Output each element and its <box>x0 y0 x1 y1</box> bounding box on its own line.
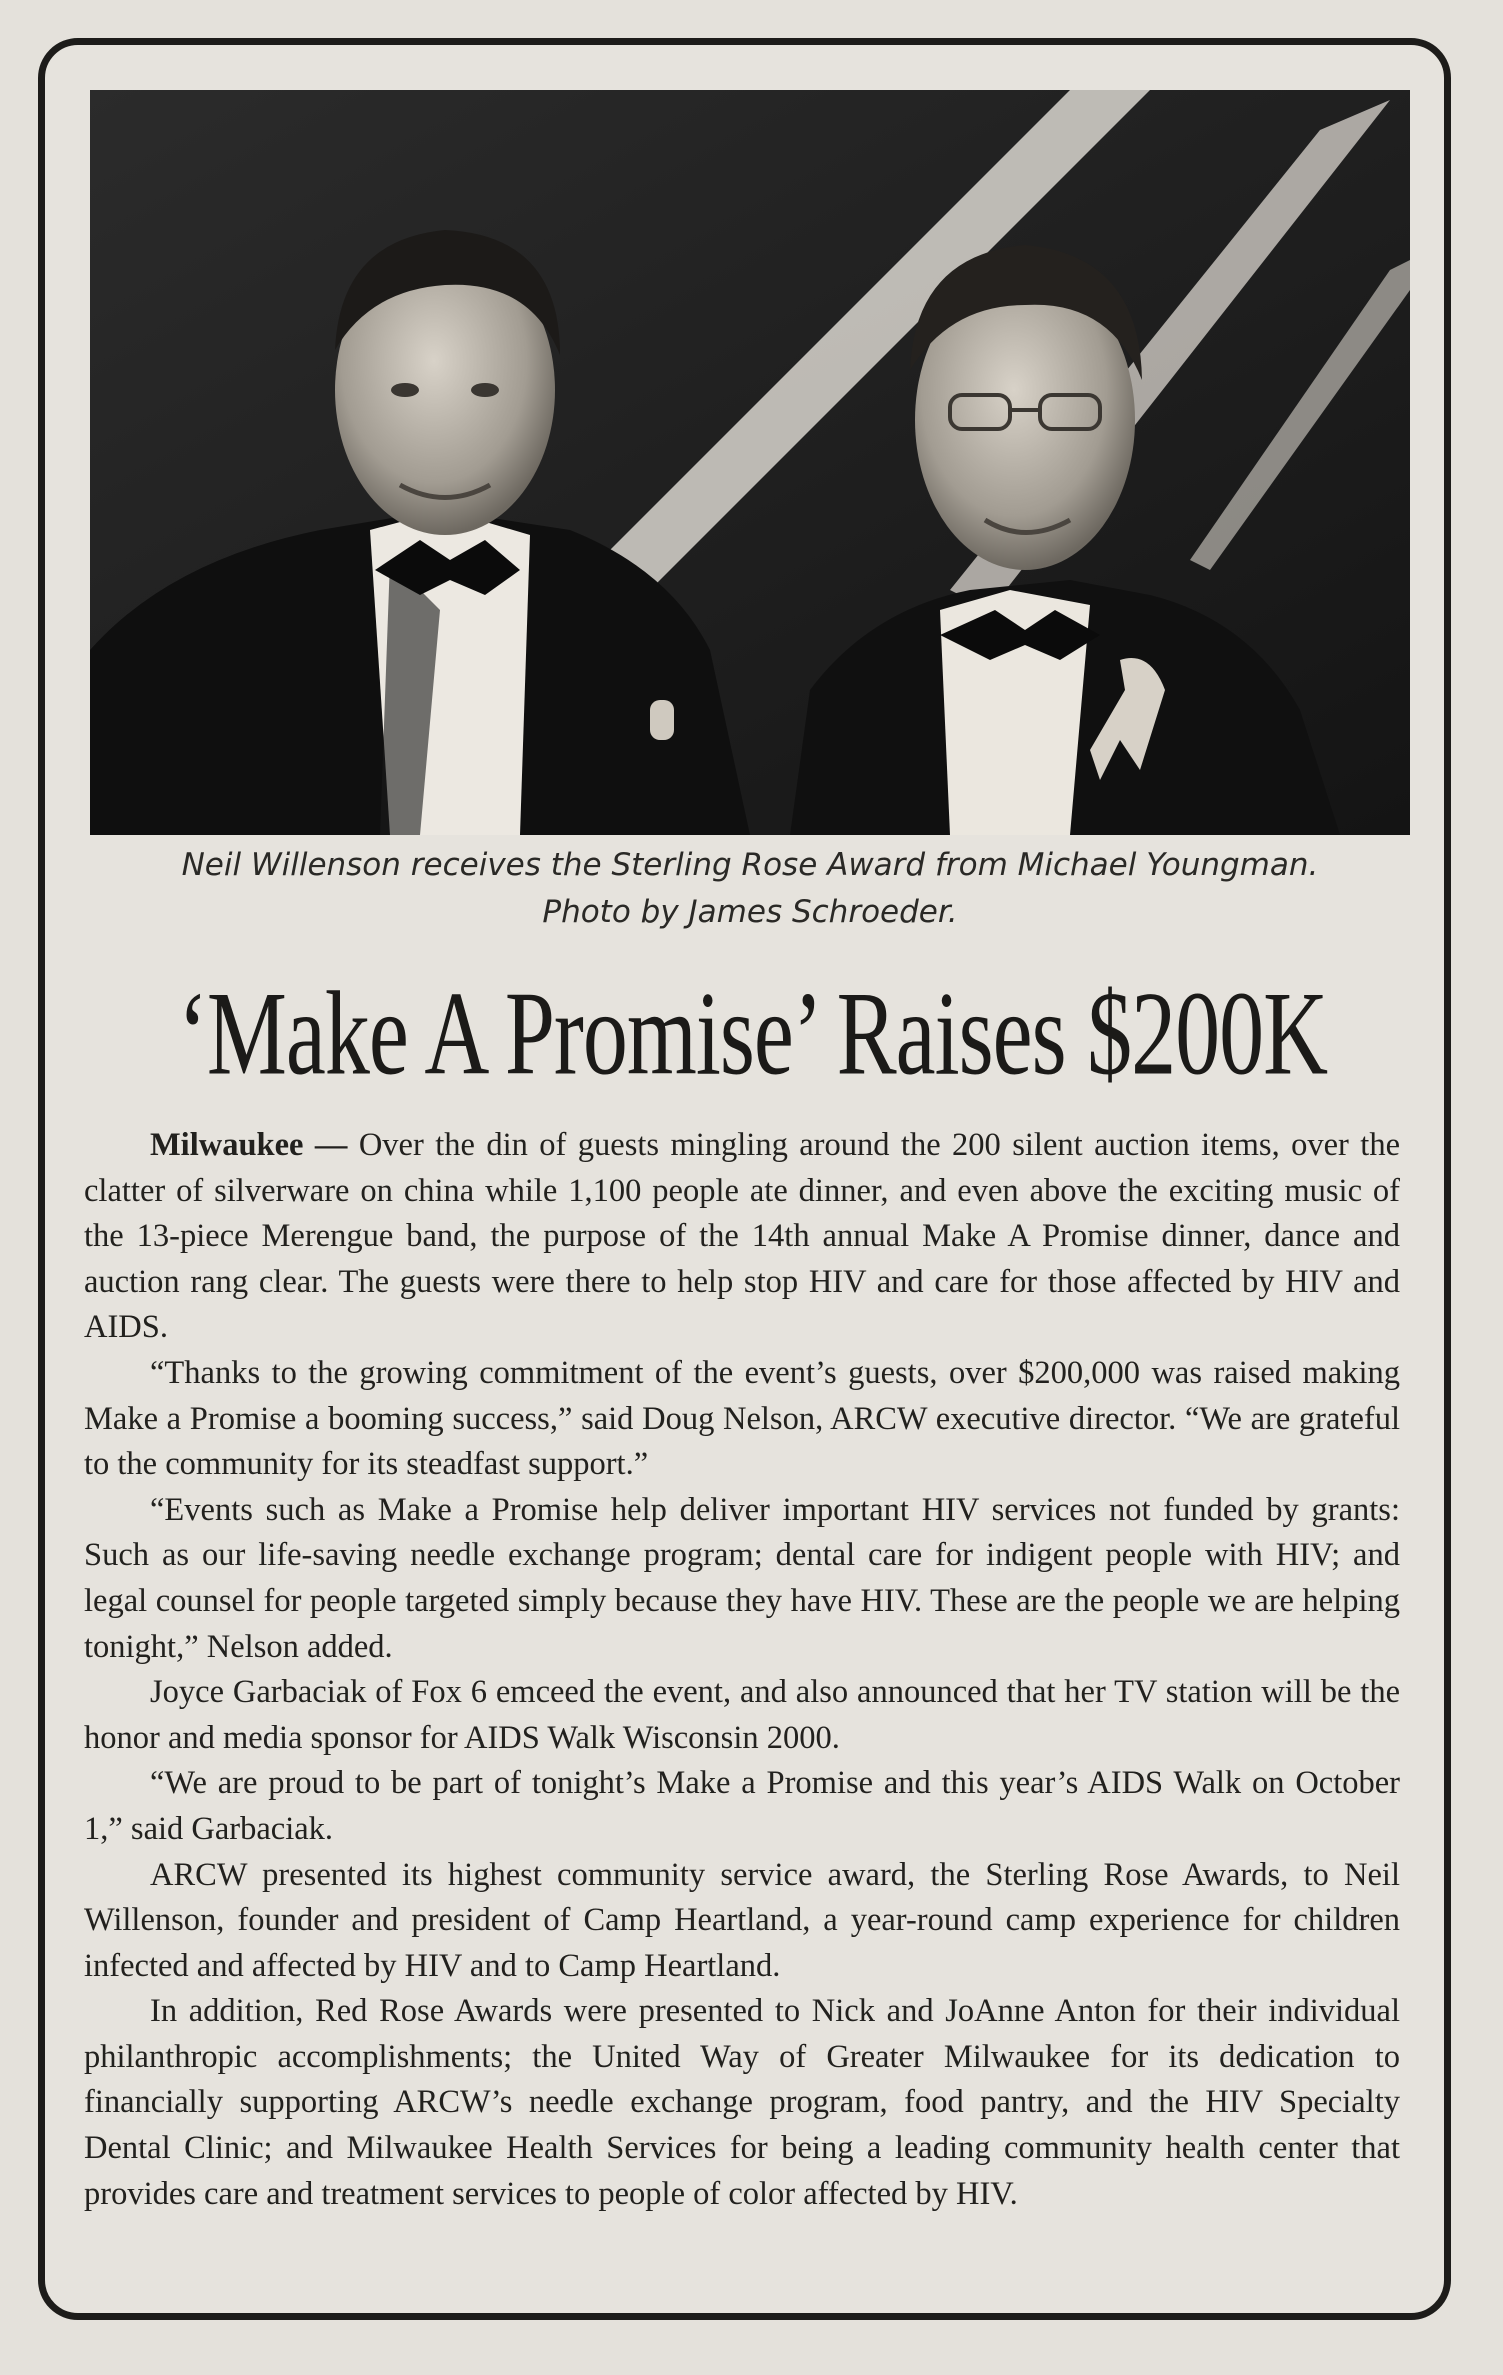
headline: ‘Make A Promise’ Raises $200K <box>177 968 1328 1101</box>
dateline: Milwaukee — <box>150 1127 348 1163</box>
paragraph-text: Over the din of guests mingling around the 200 silent auction items, over the clatter of silverware on china while 1,100 people ate dinner, and even above the exciting music of the 13-piece Merengue band, the purpose of the 14th annual Make A Promise dinner, dance and auction rang clear. The guests were there to help stop HIV and care for those affected by HIV and AIDS. <box>84 1127 1400 1346</box>
news-photo <box>90 90 1410 835</box>
article-body <box>84 1123 1400 2217</box>
article-paragraph: ARCW presented its highest community service award, the Sterling Rose Awards, to Neil Willenson, founder and president of Camp Heartland, a year-round camp experience for children infected and affected by HIV and to Camp Heartland. <box>84 1856 1400 1984</box>
article-paragraph: In addition, Red Rose Awards were presented to Nick and JoAnne Anton for their individual philanthropic accomplishments; the United Way of Greater Milwaukee for its dedication to financially supporting ARCW’s needle exchange program, food pantry, and the HIV Specialty Dental Clinic; and Milwaukee Health Services for being a leading community health center that provides care and treatment services to people of color affected by HIV. <box>84 1993 1400 2212</box>
article-paragraph <box>84 1123 1400 1351</box>
photo-caption <box>60 842 1440 936</box>
article-paragraph: “Thanks to the growing commitment of the event’s guests, over $200,000 was raised making Make a Promise a booming success,” said Doug Nelson, ARCW executive director. “We are grateful to the community for its steadfast support.” <box>84 1354 1400 1483</box>
caption-line: Neil Willenson receives the Sterling Rose Award from Michael Youngman. <box>181 847 1319 883</box>
photo-credit: Photo by James Schroeder. <box>542 894 958 930</box>
article-paragraph: Joyce Garbaciak of Fox 6 emceed the event, and also announced that her TV station will be the honor and media sponsor for AIDS Walk Wisconsin 2000. <box>84 1674 1400 1756</box>
article-paragraph: “Events such as Make a Promise help deliver important HIV services not funded by grants: Such as our life-saving needle exchange program; dental care for indigent people with HIV; and legal counsel for people targeted simply because they have HIV. These are the people we are helping tonight,” Nelson added. <box>84 1491 1400 1665</box>
article-paragraph: “We are proud to be part of tonight’s Make a Promise and this year’s AIDS Walk on October 1,” said Garbaciak. <box>84 1765 1400 1847</box>
